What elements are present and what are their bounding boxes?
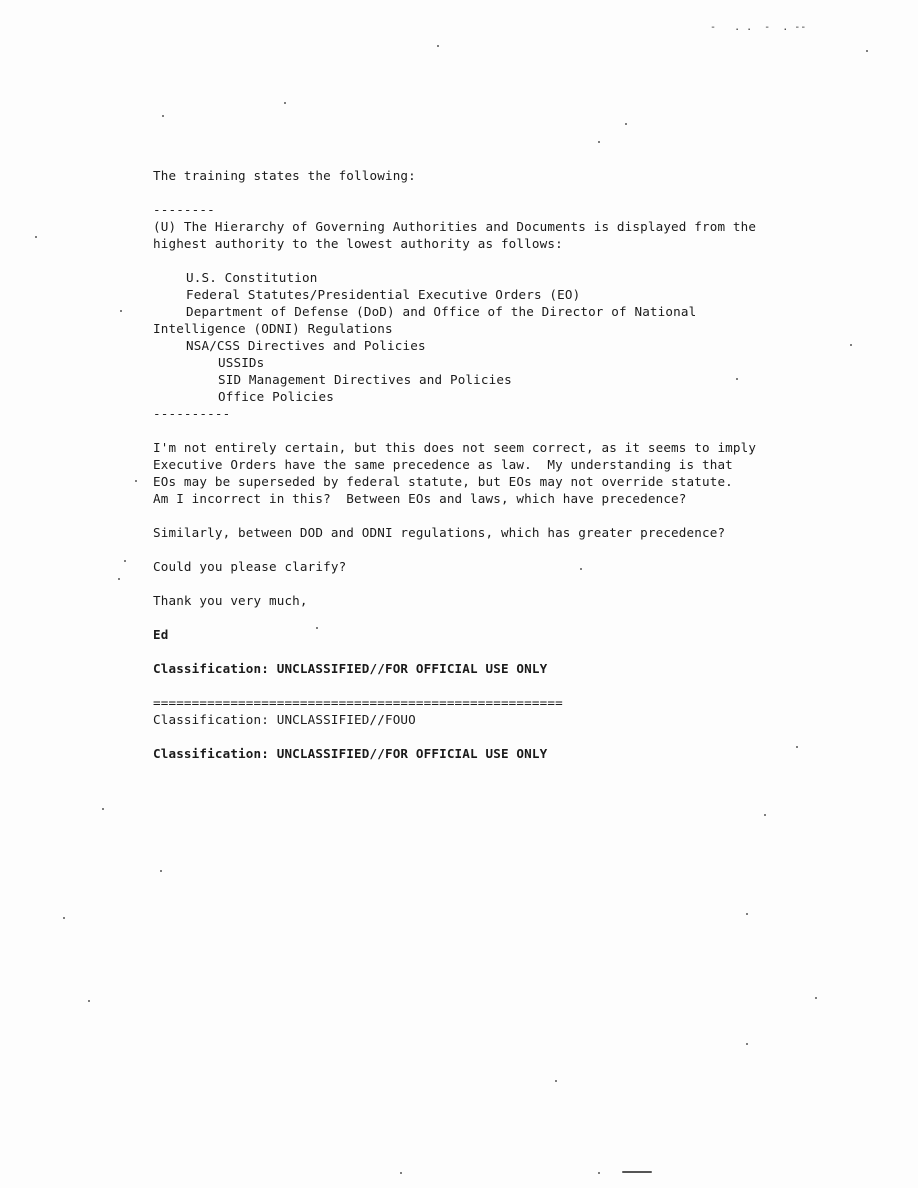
hierarchy-subitem-sid: SID Management Directives and Policies bbox=[218, 372, 512, 387]
scan-speck bbox=[625, 123, 627, 125]
scan-artifact-marks: - . . - . -- bbox=[710, 22, 807, 33]
scan-speck bbox=[598, 141, 600, 143]
classification-marking-2: Classification: UNCLASSIFIED//FOUO bbox=[153, 712, 416, 727]
question-line-4: Am I incorrect in this? Between EOs and laws, which have precedence? bbox=[153, 491, 687, 506]
scan-speck bbox=[162, 115, 164, 117]
scan-speck bbox=[746, 913, 748, 915]
scan-speck bbox=[815, 997, 817, 999]
scan-speck bbox=[622, 1171, 652, 1173]
hierarchy-item-statutes: Federal Statutes/Presidential Executive Orders (EO) bbox=[186, 287, 581, 302]
scan-speck bbox=[284, 102, 286, 104]
closing-text: Thank you very much, bbox=[153, 593, 308, 608]
question-dod-odni: Similarly, between DOD and ODNI regulations, which has greater precedence? bbox=[153, 525, 726, 540]
quote-line-2: highest authority to the lowest authority as follows: bbox=[153, 236, 563, 251]
question-line-2: Executive Orders have the same precedence as law. My understanding is that bbox=[153, 457, 733, 472]
scan-speck bbox=[160, 870, 162, 872]
classification-marking-3: Classification: UNCLASSIFIED//FOR OFFICIAL USE ONLY bbox=[153, 746, 548, 761]
divider-line: ===================================================== bbox=[153, 695, 563, 710]
hierarchy-item-dod-odni-cont: Intelligence (ODNI) Regulations bbox=[153, 321, 393, 336]
scan-speck bbox=[316, 627, 318, 629]
signature: Ed bbox=[153, 627, 169, 642]
scan-speck bbox=[736, 378, 738, 380]
scan-speck bbox=[764, 814, 766, 816]
scan-speck bbox=[598, 1172, 600, 1174]
scan-speck bbox=[437, 45, 439, 47]
intro-text: The training states the following: bbox=[153, 168, 416, 183]
scan-speck bbox=[796, 746, 798, 748]
hierarchy-subitem-office: Office Policies bbox=[218, 389, 334, 404]
scan-speck bbox=[746, 1043, 748, 1045]
hierarchy-item-constitution: U.S. Constitution bbox=[186, 270, 318, 285]
scan-speck bbox=[35, 236, 37, 238]
scan-speck bbox=[850, 344, 852, 346]
quote-line-1: (U) The Hierarchy of Governing Authorities and Documents is displayed from the bbox=[153, 219, 757, 234]
scan-speck bbox=[118, 578, 120, 580]
separator-bottom: ---------- bbox=[153, 406, 231, 421]
scan-speck bbox=[88, 1000, 90, 1002]
clarify-request: Could you please clarify? bbox=[153, 559, 347, 574]
scan-speck bbox=[400, 1172, 402, 1174]
scan-speck bbox=[135, 480, 137, 482]
scan-speck bbox=[63, 917, 65, 919]
hierarchy-subitem-ussids: USSIDs bbox=[218, 355, 265, 370]
scan-speck bbox=[124, 560, 126, 562]
hierarchy-item-nsa-css: NSA/CSS Directives and Policies bbox=[186, 338, 426, 353]
hierarchy-item-dod-odni: Department of Defense (DoD) and Office of the Director of National bbox=[186, 304, 697, 319]
scan-speck bbox=[866, 50, 868, 52]
separator-top: -------- bbox=[153, 202, 215, 217]
scan-speck bbox=[555, 1080, 557, 1082]
scan-speck bbox=[580, 568, 582, 570]
scan-speck bbox=[102, 808, 104, 810]
email-body bbox=[153, 167, 853, 762]
classification-marking-1: Classification: UNCLASSIFIED//FOR OFFICIAL USE ONLY bbox=[153, 661, 548, 676]
scan-speck bbox=[120, 310, 122, 312]
question-line-3: EOs may be superseded by federal statute, but EOs may not override statute. bbox=[153, 474, 733, 489]
question-line-1: I'm not entirely certain, but this does not seem correct, as it seems to imply bbox=[153, 440, 757, 455]
